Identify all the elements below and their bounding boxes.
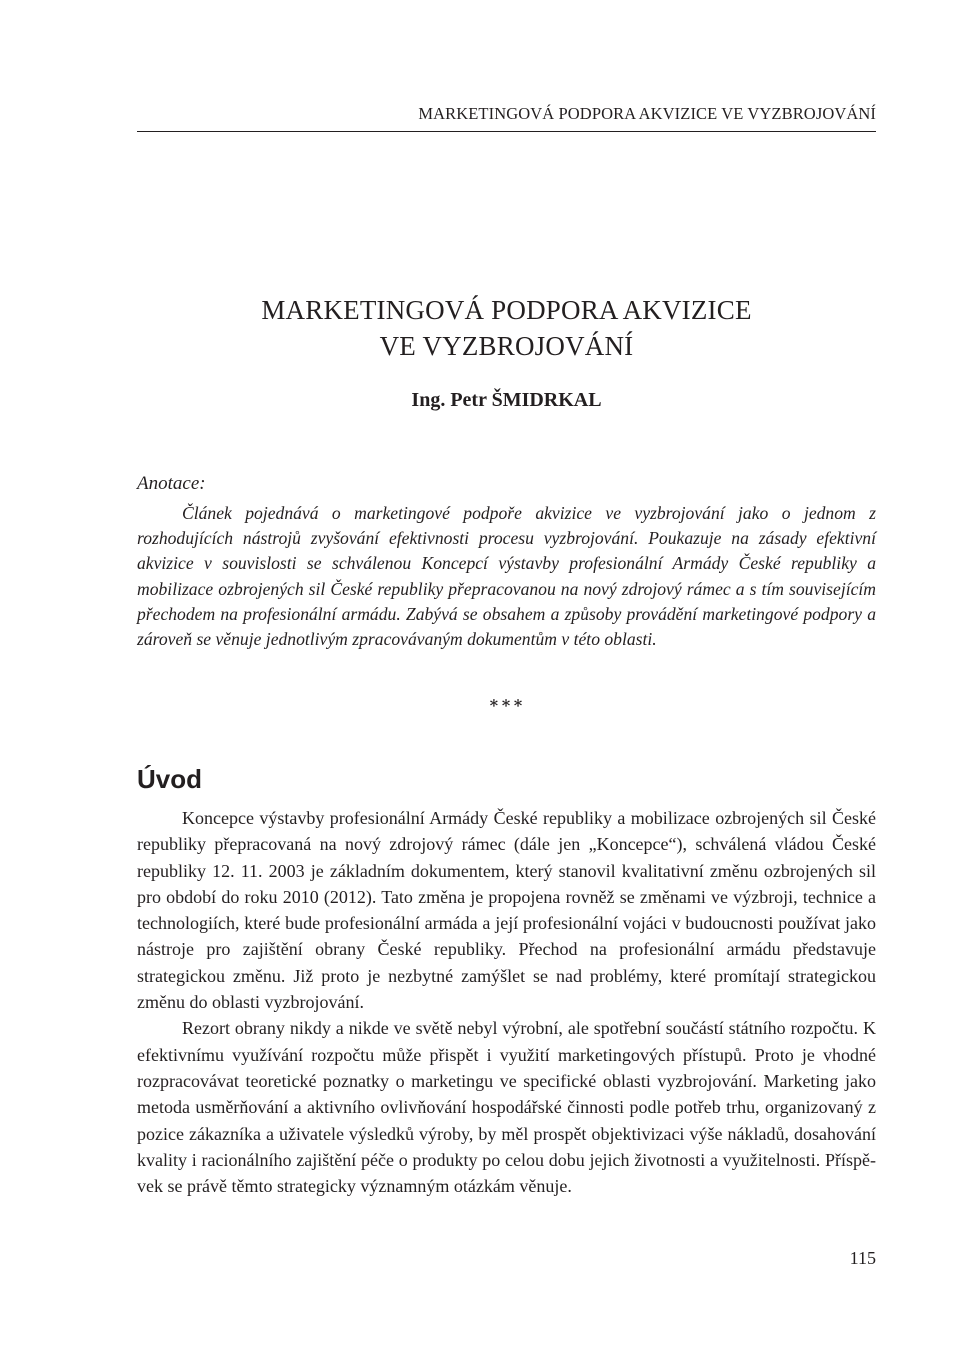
body-paragraph: Rezort obrany nikdy a nikde ve světě nebyl výrobní, ale spotřební součástí státního rozpočtu. K efektivnímu využívání rozpočtu může přispět i využití marketingových přístupů. Proto je vhodné rozpracovávat teoretické poznatky o marketingu ve specifické oblasti vyzbrojování. Marketing jako metoda usměrňování a aktivního ovlivňování hospodářské činnosti podle potřeb trhu, organizovaný z pozice zákazníka a uživatele výsledků výroby, by měl prospět objektivizaci výše nákladů, dosahování kvality i racionálního zajištění péče o produkty po celou dobu jejich životnosti a využitelnosti. Příspěvek se právě těmto strategicky významným otázkám věnuje. (137, 1018, 876, 1197)
article-title-line-1: MARKETINGOVÁ PODPORA AKVIZICE (261, 295, 752, 325)
page-number: 115 (849, 1248, 876, 1268)
body-paragraph: Koncepce výstavby profesionální Armády České republiky a mobilizace ozbrojených sil České republiky přepracovaná na nový zdrojový rámec (dále jen „Koncepce“), schválená vládou České republiky 12. 11. 2003 je základním dokumentem, který stanovil kvalitativní změnu ozbrojených sil pro období do roku 2010 (2012). Tato změna je propojena rovněž se změnami ve výzbroji, technice a technologiích, které bude profesionální armáda a její profesionální vojáci v budoucnosti používat jako nástroje pro zajištění obrany České republiky. Přechod na profesionální armádu představuje strategickou změnu. Již proto je nezbytné zamýšlet se nad problémy, které promítají strategickou změnu do oblasti vyzbrojování. (137, 808, 876, 1013)
author-name: Ing. Petr ŠMIDRKAL (411, 389, 602, 411)
abstract-text: Článek pojednává o marketingové podpoře akvizice ve vyzbrojování jako o jednom z rozhodujících nástrojů zvyšování efektivnosti procesu vyzbrojování. Poukazuje na zásady efektivní akvizice v souvislosti se schválenou Koncepcí výstavby profesionální Armády České republiky a mobilizace ozbrojených sil České republiky přepracovanou na nový zdrojový rámec a s tím souvisejícím přechodem na profesionální armádu. Zabývá se obsahem a způsoby provádění marketingové podpory a zároveň se věnuje jednotlivým zpracovávaným dokumentům v této oblasti. (137, 503, 876, 650)
section-separator: ∗∗∗ (488, 695, 525, 712)
running-head: MARKETINGOVÁ PODPORA AKVIZICE VE VYZBROJOVÁNÍ (418, 104, 876, 123)
section-heading: Úvod (137, 764, 202, 794)
body-text (137, 805, 876, 1199)
article-title-line-2: VE VYZBROJOVÁNÍ (379, 331, 634, 361)
abstract-label: Anotace: (137, 473, 206, 494)
header-rule (137, 131, 876, 132)
article-title (137, 292, 876, 364)
